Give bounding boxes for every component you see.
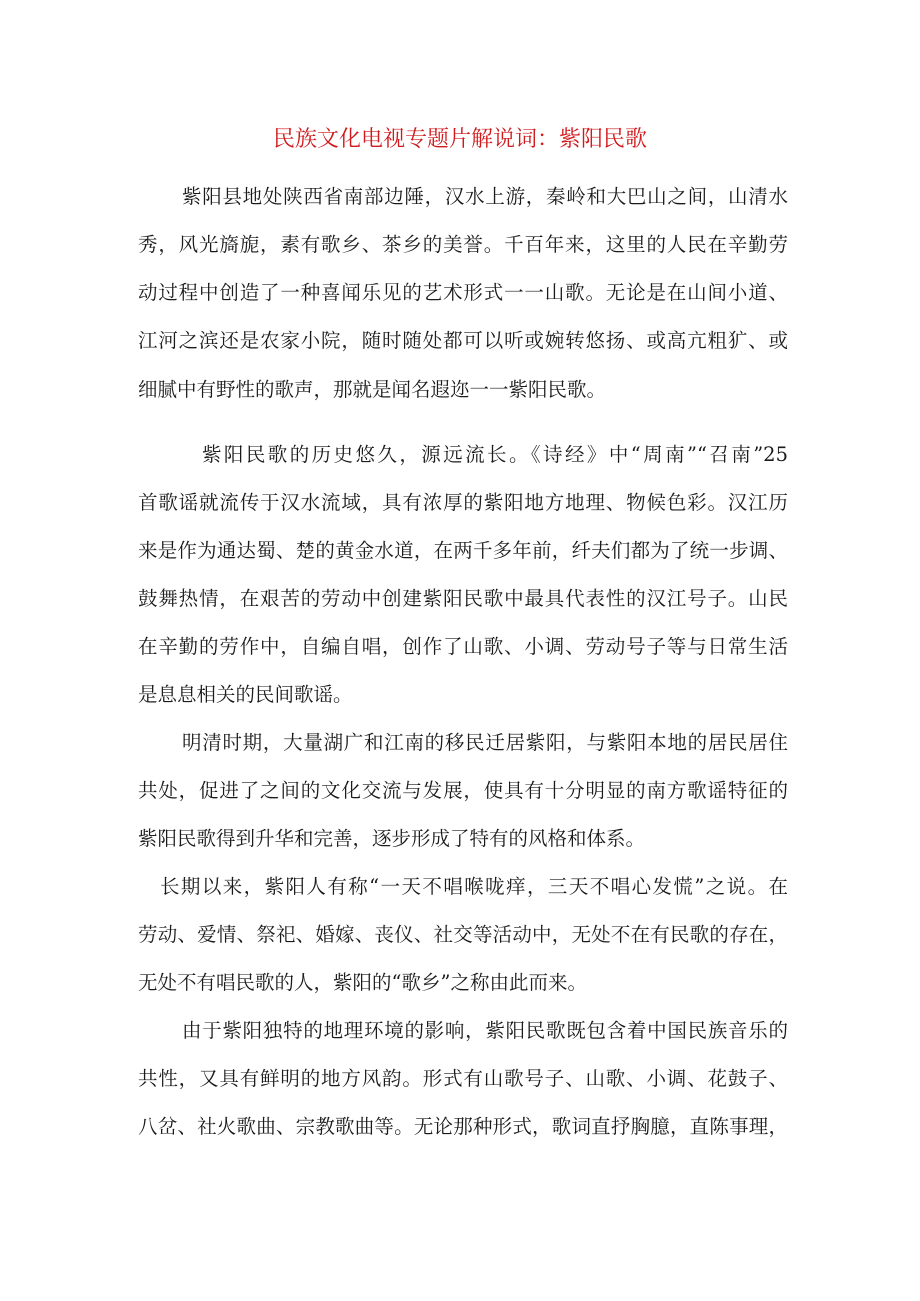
document-title: 民族文化电视专题片解说词：紫阳民歌 [272,127,647,152]
paragraph-4-line-1: 长期以来，紫阳人有称“一天不唱喉咙痒，三天不唱心发慌”之说。在 [160,875,788,898]
paragraph-2-line-1: 紫阳民歌的历史悠久，源远流长。《诗经》中“周南”“召南”25 [202,443,788,466]
paragraph-2-line-3: 来是作为通达蜀、楚的黄金水道，在两千多年前，纤夫们都为了统一步调、 [138,539,788,562]
paragraph-4-line-3: 无处不有唱民歌的人，紫阳的“歌乡”之称由此而来。 [138,971,587,994]
paragraph-2-line-2: 首歌谣就流传于汉水流域，具有浓厚的紫阳地方地理、物候色彩。汉江历 [138,491,788,514]
paragraph-3-line-1: 明清时期，大量湖广和江南的移民迁居紫阳，与紫阳本地的居民居住 [182,731,788,754]
paragraph-1-line-3: 动过程中创造了一种喜闻乐见的艺术形式一一山歌。无论是在山间小道、 [138,281,788,304]
paragraph-2-line-5: 在辛勤的劳作中，自编自唱，创作了山歌、小调、劳动号子等与日常生活 [138,635,788,658]
paragraph-1-line-2: 秀，风光旖旎，素有歌乡、茶乡的美誉。千百年来，这里的人民在辛勤劳 [138,233,788,256]
paragraph-1-line-5: 细腻中有野性的歌声，那就是闻名遐迩一一紫阳民歌。 [138,378,607,401]
paragraph-1-line-1: 紫阳县地处陕西省南部边陲，汉水上游，秦岭和大巴山之间，山清水 [182,185,788,208]
paragraph-1-line-4: 江河之滨还是农家小院，随时随处都可以听或婉转悠扬、或高亢粗犷、或 [138,329,788,352]
paragraph-5-line-1: 由于紫阳独特的地理环境的影响，紫阳民歌既包含着中国民族音乐的 [182,1019,788,1042]
paragraph-3-line-2: 共处，促进了之间的文化交流与发展，使具有十分明显的南方歌谣特征的 [138,779,788,802]
paragraph-2-line-4: 鼓舞热情，在艰苦的劳动中创建紫阳民歌中最具代表性的汉江号子。山民 [138,587,788,610]
paragraph-5-line-2: 共性，又具有鲜明的地方风韵。形式有山歌号子、山歌、小调、花鼓子、 [138,1067,788,1090]
paragraph-2-line-6: 是息息相关的民间歌谣。 [138,683,353,706]
paragraph-5-line-3: 八岔、社火歌曲、宗教歌曲等。无论那种形式，歌词直抒胸臆，直陈事理， [138,1115,788,1138]
paragraph-4-line-2: 劳动、爱情、祭祀、婚嫁、丧仪、社交等活动中，无处不在有民歌的存在， [138,923,788,946]
paragraph-3-line-3: 紫阳民歌得到升华和完善，逐步形成了特有的风格和体系。 [138,827,646,850]
